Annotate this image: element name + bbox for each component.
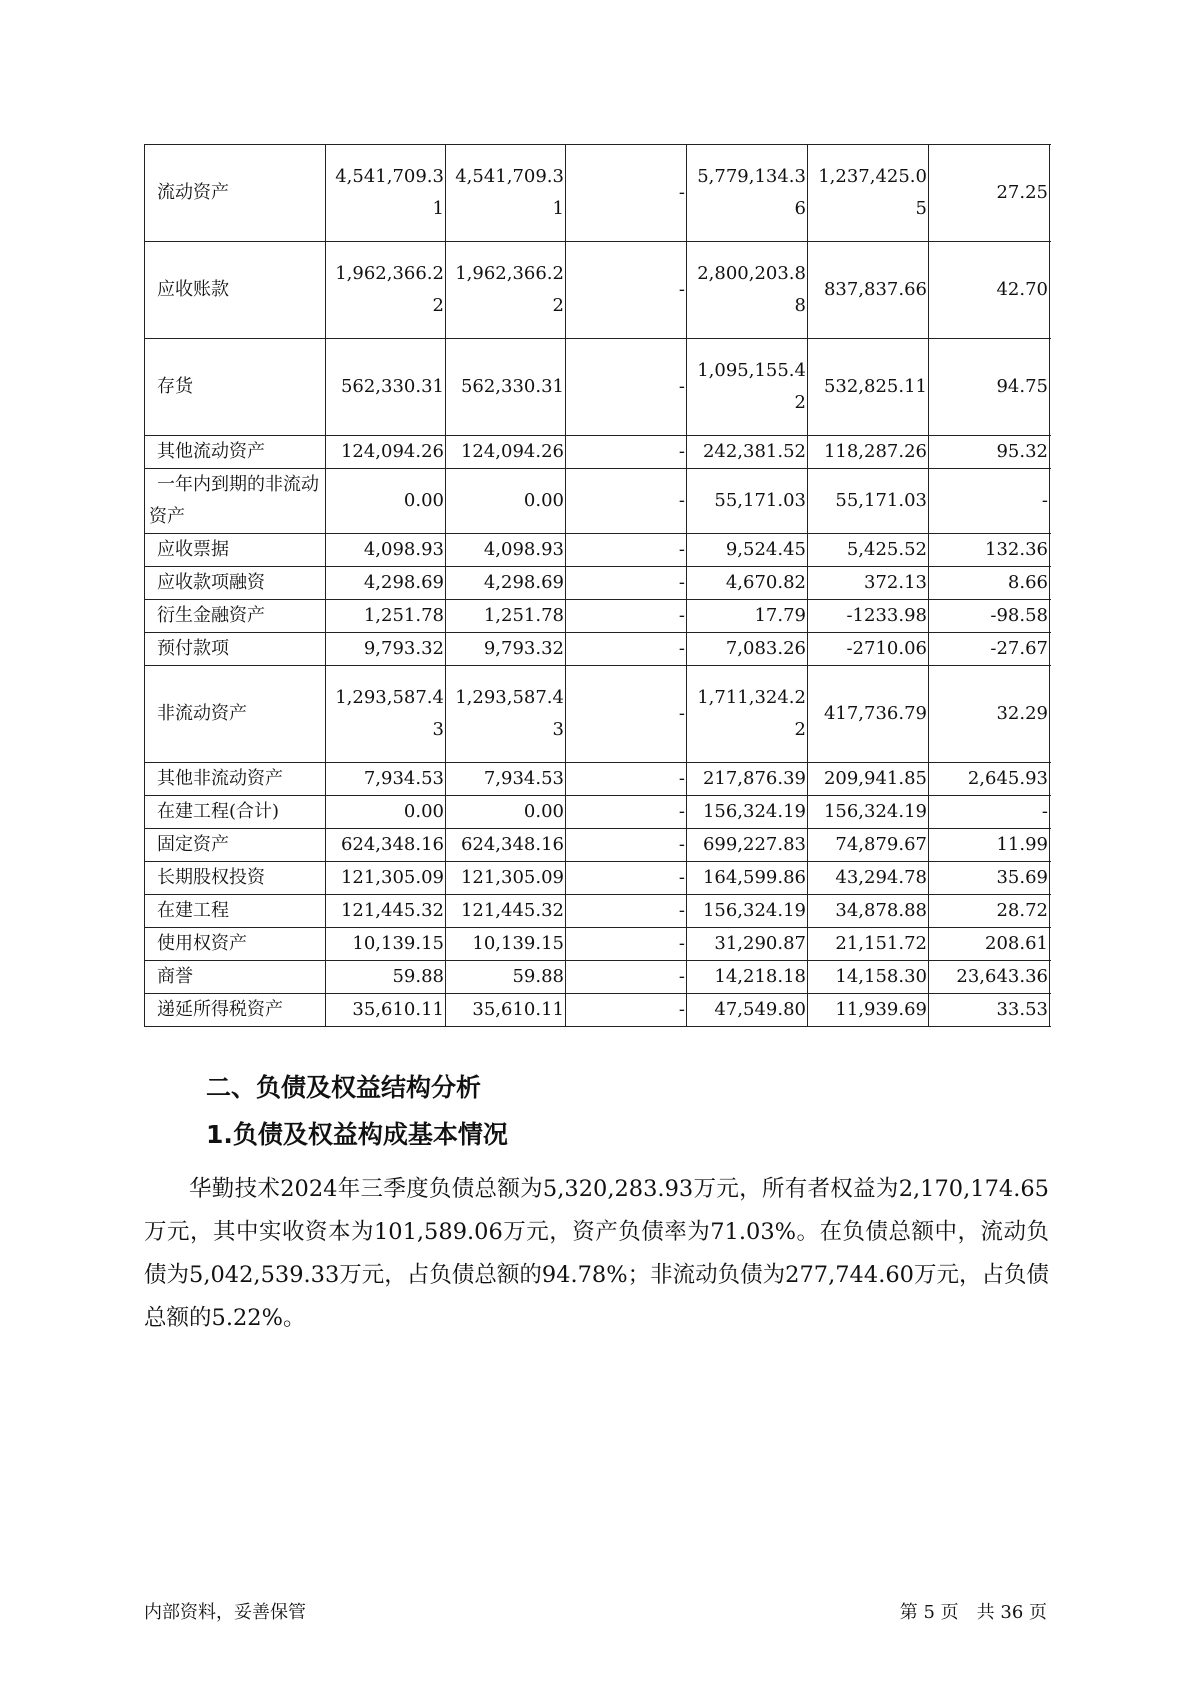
table-cell: 417,736.79 bbox=[808, 666, 929, 763]
table-cell: - bbox=[566, 633, 687, 666]
table-cell: 208.61 bbox=[929, 928, 1050, 961]
table-cell: - bbox=[566, 763, 687, 796]
table-cell: 1,962,366.22 bbox=[446, 242, 566, 339]
row-label: 存货 bbox=[145, 339, 326, 436]
table-row bbox=[145, 961, 1050, 994]
table-cell: 156,324.19 bbox=[687, 796, 808, 829]
table-cell: 34,878.88 bbox=[808, 895, 929, 928]
footer-confidential-note: 内部资料，妥善保管 bbox=[144, 1602, 306, 1623]
table-cell: 217,876.39 bbox=[687, 763, 808, 796]
table-row bbox=[145, 829, 1050, 862]
table-cell: 2,800,203.88 bbox=[687, 242, 808, 339]
table-row bbox=[145, 862, 1050, 895]
table-cell: - bbox=[566, 339, 687, 436]
table-cell: 11.99 bbox=[929, 829, 1050, 862]
table-cell: -98.58 bbox=[929, 600, 1050, 633]
table-cell: 28.72 bbox=[929, 895, 1050, 928]
row-label: 在建工程(合计) bbox=[145, 796, 326, 829]
table-cell: 59.88 bbox=[446, 961, 566, 994]
row-label: 衍生金融资产 bbox=[145, 600, 326, 633]
table-cell: 32.29 bbox=[929, 666, 1050, 763]
table-cell: 35,610.11 bbox=[446, 994, 566, 1027]
table-cell: 17.79 bbox=[687, 600, 808, 633]
table-cell: 42.70 bbox=[929, 242, 1050, 339]
asset-structure-table bbox=[144, 144, 1050, 1027]
table-row bbox=[145, 339, 1050, 436]
table-cell: 35.69 bbox=[929, 862, 1050, 895]
table-cell: 124,094.26 bbox=[446, 436, 566, 469]
table-cell: 27.25 bbox=[929, 145, 1050, 242]
row-label: 预付款项 bbox=[145, 633, 326, 666]
table-row bbox=[145, 666, 1050, 763]
table-row bbox=[145, 534, 1050, 567]
table-cell: 55,171.03 bbox=[808, 469, 929, 534]
table-cell: 5,425.52 bbox=[808, 534, 929, 567]
table-row bbox=[145, 469, 1050, 534]
table-cell: 1,251.78 bbox=[446, 600, 566, 633]
table-row bbox=[145, 145, 1050, 242]
table-row bbox=[145, 633, 1050, 666]
row-label: 长期股权投资 bbox=[145, 862, 326, 895]
table-cell: 0.00 bbox=[446, 469, 566, 534]
table-cell: 562,330.31 bbox=[326, 339, 446, 436]
table-cell: 35,610.11 bbox=[326, 994, 446, 1027]
table-cell: - bbox=[566, 895, 687, 928]
table-cell: - bbox=[566, 796, 687, 829]
row-label: 流动资产 bbox=[145, 145, 326, 242]
table-cell: 7,934.53 bbox=[326, 763, 446, 796]
table-cell: 837,837.66 bbox=[808, 242, 929, 339]
table-cell: - bbox=[566, 534, 687, 567]
table-cell: - bbox=[566, 145, 687, 242]
section-subheading: 1.负债及权益构成基本情况 bbox=[206, 1120, 508, 1149]
table-cell: 4,541,709.31 bbox=[446, 145, 566, 242]
table-cell: 10,139.15 bbox=[326, 928, 446, 961]
row-label: 非流动资产 bbox=[145, 666, 326, 763]
table-cell: 23,643.36 bbox=[929, 961, 1050, 994]
table-cell: 10,139.15 bbox=[446, 928, 566, 961]
row-label: 在建工程 bbox=[145, 895, 326, 928]
row-label: 应收款项融资 bbox=[145, 567, 326, 600]
table-row bbox=[145, 994, 1050, 1027]
table-cell: - bbox=[566, 242, 687, 339]
table-cell: 624,348.16 bbox=[326, 829, 446, 862]
table-cell: - bbox=[566, 666, 687, 763]
row-label: 其他流动资产 bbox=[145, 436, 326, 469]
table-cell: 8.66 bbox=[929, 567, 1050, 600]
table-cell: 95.32 bbox=[929, 436, 1050, 469]
row-label: 递延所得税资产 bbox=[145, 994, 326, 1027]
table-cell: 9,793.32 bbox=[446, 633, 566, 666]
table-cell: 1,293,587.43 bbox=[446, 666, 566, 763]
table-cell: 4,298.69 bbox=[326, 567, 446, 600]
table-row bbox=[145, 436, 1050, 469]
table-cell: 9,793.32 bbox=[326, 633, 446, 666]
table-cell: 0.00 bbox=[326, 796, 446, 829]
row-label: 使用权资产 bbox=[145, 928, 326, 961]
row-label: 一年内到期的非流动资产 bbox=[145, 469, 326, 534]
table-cell: - bbox=[566, 961, 687, 994]
table-cell: 1,711,324.22 bbox=[687, 666, 808, 763]
table-cell: 74,879.67 bbox=[808, 829, 929, 862]
table-cell: 14,158.30 bbox=[808, 961, 929, 994]
table-cell: 4,098.93 bbox=[446, 534, 566, 567]
table-cell: 5,779,134.36 bbox=[687, 145, 808, 242]
row-label: 其他非流动资产 bbox=[145, 763, 326, 796]
table-cell: 4,298.69 bbox=[446, 567, 566, 600]
table-cell: 1,962,366.22 bbox=[326, 242, 446, 339]
table-cell: 0.00 bbox=[446, 796, 566, 829]
table-cell: -2710.06 bbox=[808, 633, 929, 666]
table-cell: - bbox=[566, 928, 687, 961]
table-row bbox=[145, 242, 1050, 339]
table-cell: 372.13 bbox=[808, 567, 929, 600]
table-cell: 121,445.32 bbox=[326, 895, 446, 928]
table-cell: 164,599.86 bbox=[687, 862, 808, 895]
table-cell: 1,095,155.42 bbox=[687, 339, 808, 436]
table-cell: 7,083.26 bbox=[687, 633, 808, 666]
row-label: 应收票据 bbox=[145, 534, 326, 567]
table-cell: - bbox=[566, 436, 687, 469]
table-cell: 94.75 bbox=[929, 339, 1050, 436]
table-cell: 121,445.32 bbox=[446, 895, 566, 928]
table-cell: 21,151.72 bbox=[808, 928, 929, 961]
table-cell: 562,330.31 bbox=[446, 339, 566, 436]
table-row bbox=[145, 600, 1050, 633]
table-cell: 242,381.52 bbox=[687, 436, 808, 469]
table-cell: 7,934.53 bbox=[446, 763, 566, 796]
row-label: 商誉 bbox=[145, 961, 326, 994]
table-cell: - bbox=[566, 567, 687, 600]
table-cell: 1,251.78 bbox=[326, 600, 446, 633]
table-cell: - bbox=[566, 829, 687, 862]
table-cell: -27.67 bbox=[929, 633, 1050, 666]
table-cell: 31,290.87 bbox=[687, 928, 808, 961]
table-row bbox=[145, 928, 1050, 961]
table-cell: 9,524.45 bbox=[687, 534, 808, 567]
table-cell: 0.00 bbox=[326, 469, 446, 534]
table-cell: 209,941.85 bbox=[808, 763, 929, 796]
table-cell: 43,294.78 bbox=[808, 862, 929, 895]
footer-page-number: 第 5 页 共 36 页 bbox=[899, 1602, 1047, 1623]
table-cell: 1,237,425.05 bbox=[808, 145, 929, 242]
table-cell: 118,287.26 bbox=[808, 436, 929, 469]
table-cell: 532,825.11 bbox=[808, 339, 929, 436]
table-cell: 55,171.03 bbox=[687, 469, 808, 534]
table-cell: 2,645.93 bbox=[929, 763, 1050, 796]
analysis-paragraph: 华勤技术2024年三季度负债总额为5,320,283.93万元，所有者权益为2,170,174.65万元，其中实收资本为101,589.06万元，资产负债率为71.03%。在负债总额中，流动负债为5,042,539.33万元，占负债总额的94.78%；非流动负债为277,744.60万元，占负债总额的5.22%。 bbox=[144, 1176, 1049, 1331]
table-cell: - bbox=[566, 469, 687, 534]
table-cell: 121,305.09 bbox=[446, 862, 566, 895]
table-cell: 14,218.18 bbox=[687, 961, 808, 994]
table-cell: 124,094.26 bbox=[326, 436, 446, 469]
table-row bbox=[145, 763, 1050, 796]
section-heading: 二、负债及权益结构分析 bbox=[206, 1073, 482, 1102]
table-cell: 156,324.19 bbox=[687, 895, 808, 928]
table-cell: 4,098.93 bbox=[326, 534, 446, 567]
table-cell: 121,305.09 bbox=[326, 862, 446, 895]
table-cell: 4,541,709.31 bbox=[326, 145, 446, 242]
table-cell: - bbox=[566, 862, 687, 895]
table-row bbox=[145, 895, 1050, 928]
table-cell: - bbox=[566, 600, 687, 633]
table-cell: 624,348.16 bbox=[446, 829, 566, 862]
table-cell: 11,939.69 bbox=[808, 994, 929, 1027]
table-cell: 59.88 bbox=[326, 961, 446, 994]
table-row bbox=[145, 567, 1050, 600]
table-cell: - bbox=[929, 796, 1050, 829]
row-label: 固定资产 bbox=[145, 829, 326, 862]
table-cell: 4,670.82 bbox=[687, 567, 808, 600]
table-cell: 33.53 bbox=[929, 994, 1050, 1027]
table-cell: -1233.98 bbox=[808, 600, 929, 633]
table-cell: 1,293,587.43 bbox=[326, 666, 446, 763]
table-cell: 132.36 bbox=[929, 534, 1050, 567]
table-cell: 156,324.19 bbox=[808, 796, 929, 829]
table-cell: - bbox=[929, 469, 1050, 534]
table-cell: 47,549.80 bbox=[687, 994, 808, 1027]
table-row bbox=[145, 796, 1050, 829]
table-cell: 699,227.83 bbox=[687, 829, 808, 862]
row-label: 应收账款 bbox=[145, 242, 326, 339]
table-cell: - bbox=[566, 994, 687, 1027]
